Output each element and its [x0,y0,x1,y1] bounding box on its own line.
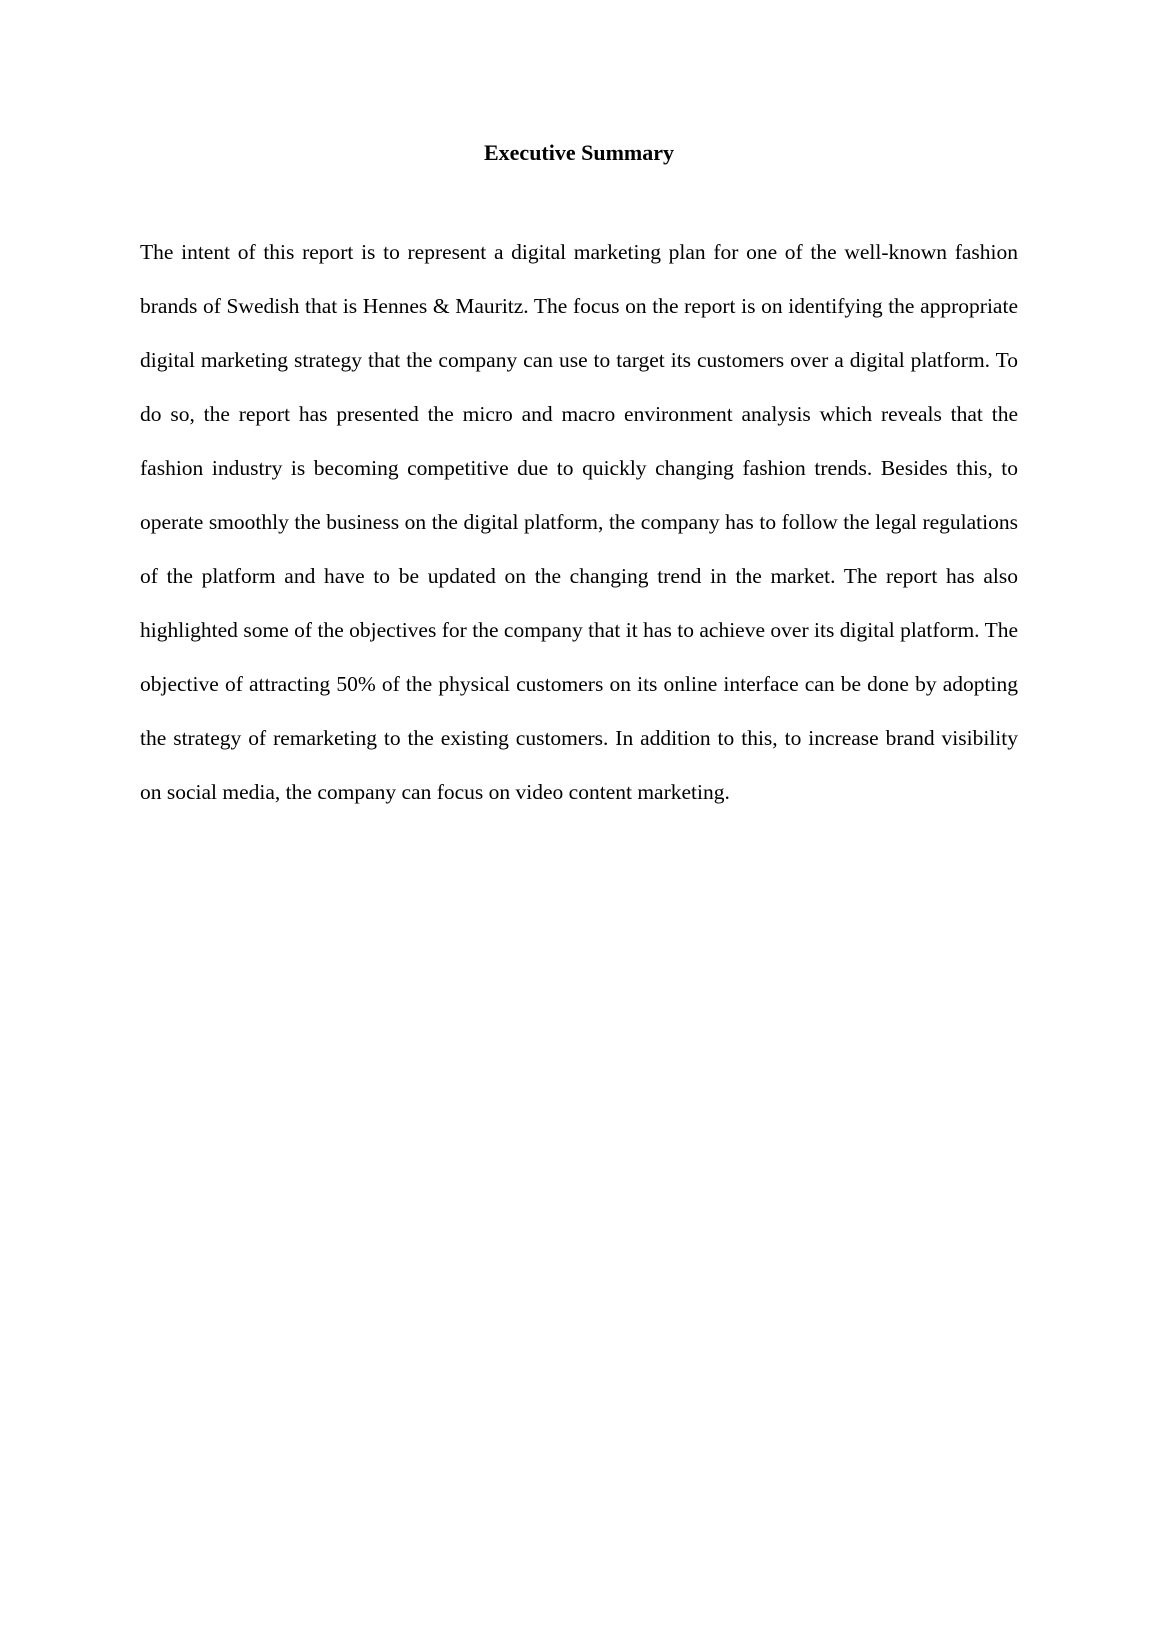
page-title: Executive Summary [483,140,675,165]
executive-summary-paragraph: The intent of this report is to represent a digital marketing plan for one of the well-known fashion brands of Swedish that is Hennes & Mauritz. The focus on the report is on identifying the appropriate digital marketing strategy that the company can use to target its customers over a digital platform. To do so, the report has presented the micro and macro environment analysis which reveals that the fashion industry is becoming competitive due to quickly changing fashion trends. Besides this, to operate smoothly the business on the digital platform, the company has to follow the legal regulations of the platform and have to be updated on the changing trend in the market. The report has also highlighted some of the objectives for the company that it has to achieve over its digital platform. The objective of attracting 50% of the physical customers on its online interface can be done by adopting the strategy of remarketing to the existing customers. In addition to this, to increase brand visibility on social media, the company can focus on video content marketing. [140,240,1018,804]
